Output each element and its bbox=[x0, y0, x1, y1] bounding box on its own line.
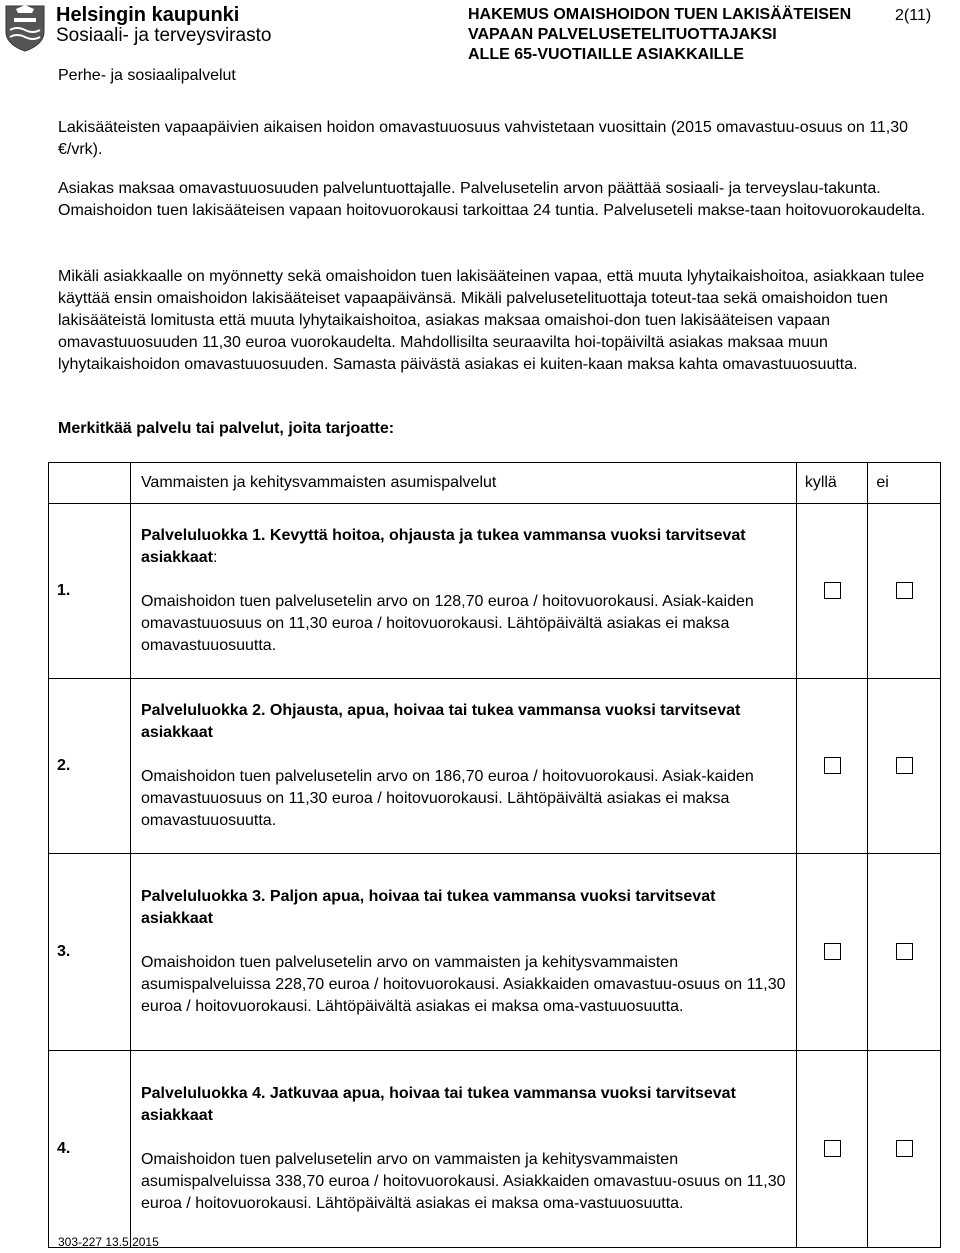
helsinki-crest-logo bbox=[4, 4, 46, 52]
table-header-yes: kyllä bbox=[796, 463, 868, 504]
no-checkbox[interactable] bbox=[896, 943, 913, 960]
row-title bbox=[141, 700, 786, 744]
table-row bbox=[49, 854, 941, 1051]
page-number: 2(11) bbox=[895, 7, 932, 24]
yes-checkbox[interactable] bbox=[824, 1140, 841, 1157]
organization-department: Sosiaali- ja terveysvirasto bbox=[56, 25, 272, 46]
row-title-text: Palveluluokka 3. Paljon apua, hoivaa tai tukea vammansa vuoksi tarvitsevat asiakkaat bbox=[140, 888, 716, 927]
row-title bbox=[141, 886, 786, 930]
footer-document-code: 303-227 13.5.2015 bbox=[58, 1235, 159, 1249]
yes-cell bbox=[796, 1051, 868, 1248]
no-cell bbox=[868, 504, 941, 679]
no-checkbox[interactable] bbox=[896, 582, 913, 599]
document-header bbox=[0, 0, 960, 100]
yes-cell bbox=[796, 504, 868, 679]
table-header-empty bbox=[49, 463, 131, 504]
row-title bbox=[141, 1083, 786, 1127]
row-title-text: Palveluluokka 1. Kevyttä hoitoa, ohjausta ja tukea vammansa vuoksi tarvitsevat asiakkaat bbox=[140, 527, 746, 566]
row-description bbox=[130, 1051, 796, 1248]
row-text: Omaishoidon tuen palvelusetelin arvo on vammaisten ja kehitysvammaisten asumispalveluissa 338,70 euroa / hoitovuorokausi. Asiakkaiden omavastuu-osuus on 11,30 euroa / hoitovuorokausi. Lähtöpäivältä asiakas ei maksa oma-vastuuosuutta. bbox=[140, 1151, 786, 1212]
no-checkbox[interactable] bbox=[896, 1140, 913, 1157]
table-header-no: ei bbox=[868, 463, 941, 504]
row-text: Omaishoidon tuen palvelusetelin arvo on vammaisten ja kehitysvammaisten asumispalveluissa 228,70 euroa / hoitovuorokausi. Asiakkaiden omavastuu-osuus on 11,30 euroa / hoitovuorokausi. Lähtöpäivältä asiakas ei maksa oma-vastuuosuutta. bbox=[140, 954, 786, 1015]
row-text: Omaishoidon tuen palvelusetelin arvo on 128,70 euroa / hoitovuorokausi. Asiak-kaiden omavastuuosuus on 11,30 euroa / hoitovuorokausi. Lähtöpäivältä asiakas ei maksa omavastuuosuutta. bbox=[140, 593, 754, 654]
yes-cell bbox=[796, 854, 868, 1051]
section-heading: Merkitkää palvelu tai palvelut, joita tarjoatte: bbox=[58, 420, 395, 437]
row-description bbox=[130, 679, 796, 854]
row-text: Omaishoidon tuen palvelusetelin arvo on 186,70 euroa / hoitovuorokausi. Asiak-kaiden omavastuuosuus on 11,30 euroa / hoitovuorokausi. Lähtöpäivältä asiakas ei maksa omavastuuosuutta. bbox=[140, 768, 754, 829]
row-number: 1. bbox=[49, 504, 131, 679]
paragraph bbox=[58, 266, 948, 376]
service-class-table bbox=[48, 462, 941, 1248]
row-title-text: Palveluluokka 2. Ohjausta, apua, hoivaa tai tukea vammansa vuoksi tarvitsevat asiakkaat bbox=[140, 702, 741, 741]
unit-name: Perhe- ja sosiaalipalvelut bbox=[58, 67, 236, 84]
no-cell bbox=[868, 854, 941, 1051]
paragraph-text: Asiakas maksaa omavastuuosuuden palveluntuottajalle. Palvelusetelin arvon päättää sosiaali- ja terveyslau-takunta. Omaishoidon tuen lakisääteisen vapaan hoitovuorokausi tarkoittaa 24 tuntia. Palveluseteli makse-taan hoitovuorokaudelta. bbox=[58, 180, 926, 219]
document-title-line: VAPAAN PALVELUSETELITUOTTAJAKSI bbox=[468, 26, 777, 43]
yes-checkbox[interactable] bbox=[824, 757, 841, 774]
paragraph bbox=[58, 117, 948, 161]
row-description bbox=[130, 504, 796, 679]
yes-checkbox[interactable] bbox=[824, 582, 841, 599]
paragraph bbox=[58, 178, 948, 222]
row-title-text: Palveluluokka 4. Jatkuvaa apua, hoivaa tai tukea vammansa vuoksi tarvitsevat asiakkaat bbox=[140, 1085, 736, 1124]
no-cell bbox=[868, 1051, 941, 1248]
paragraph-text: Lakisääteisten vapaapäivien aikaisen hoidon omavastuuosuus vahvistetaan vuosittain (2015 omavastuu-osuus on 11,30 €/vrk). bbox=[58, 119, 909, 158]
no-cell bbox=[868, 679, 941, 854]
table-header-row bbox=[49, 463, 941, 504]
paragraph-text: Mikäli asiakkaalle on myönnetty sekä omaishoidon tuen lakisääteinen vapaa, että muuta lyhytaikaishoitoa, asiakkaan tulee käyttää ensin omaishoidon lakisääteiset vapaapäivänsä. Mikäli palvelusetelituottaja toteut-taa sekä omaishoidon tuen lakisääteistä lomitusta että muuta lyhytaikaishoitoa, asiakas maksaa omaishoi-don tuen lakisääteisen vapaan omavastuuosuuden 11,30 euroa vuorokaudelta. Mahdollisilta seuraavilta hoi-topäiviltä asiakas maksaa muun lyhytaikaishoidon omavastuuosuuden. Samasta päivästä asiakas ei kuiten-kaan maksa kahta omavastuuosuutta. bbox=[58, 268, 925, 373]
yes-cell bbox=[796, 679, 868, 854]
row-number: 4. bbox=[49, 1051, 131, 1248]
document-title-line: HAKEMUS OMAISHOIDON TUEN LAKISÄÄTEISEN bbox=[468, 6, 852, 23]
table-row bbox=[49, 1051, 941, 1248]
row-number: 2. bbox=[49, 679, 131, 854]
table-row bbox=[49, 679, 941, 854]
yes-checkbox[interactable] bbox=[824, 943, 841, 960]
row-description bbox=[130, 854, 796, 1051]
no-checkbox[interactable] bbox=[896, 757, 913, 774]
row-number: 3. bbox=[49, 854, 131, 1051]
document-title-line: ALLE 65-VUOTIAILLE ASIAKKAILLE bbox=[468, 46, 744, 63]
table-row bbox=[49, 504, 941, 679]
document-title bbox=[468, 5, 851, 65]
row-title bbox=[141, 525, 786, 569]
organization-name: Helsingin kaupunki bbox=[56, 4, 240, 26]
table-header-service: Vammaisten ja kehitysvammaisten asumispalvelut bbox=[130, 463, 796, 504]
row-title-suffix: : bbox=[213, 549, 218, 566]
